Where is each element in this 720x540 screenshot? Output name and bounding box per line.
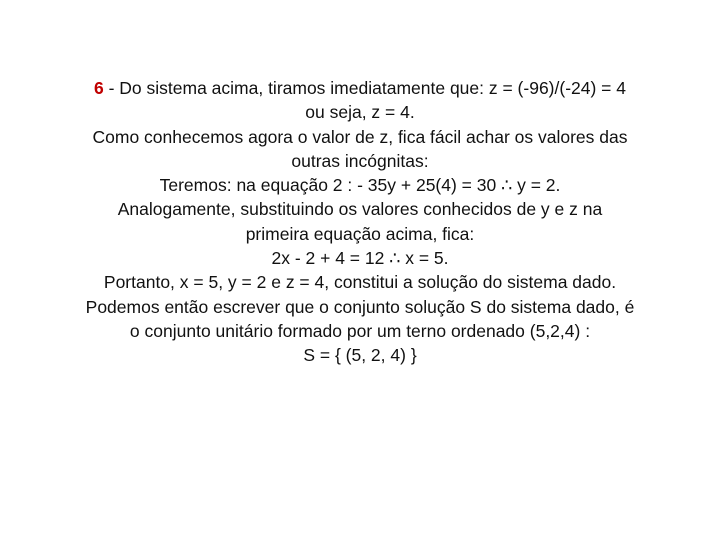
step-number: 6 xyxy=(93,78,104,98)
text-line-9: Portanto, x = 5, y = 2 e z = 4, constitui a solução do sistema dado. xyxy=(103,272,617,293)
text-line-5: Teremos: na equação 2 : - 35y + 25(4) = 30 ∴ y = 2. xyxy=(159,175,561,196)
text-line-4: outras incógnitas: xyxy=(291,150,429,171)
text-line-8: 2x - 2 + 4 = 12 ∴ x = 5. xyxy=(271,248,449,269)
text-line-10: Podemos então escrever que o conjunto solução S do sistema dado, é xyxy=(85,296,635,317)
line-1-text: - Do sistema acima, tiramos imediatamente que: z = (-96)/(-24) = 4 xyxy=(103,78,626,98)
text-line-11: o conjunto unitário formado por um terno ordenado (5,2,4) : xyxy=(129,320,591,341)
text-line-3: Como conhecemos agora o valor de z, fica fácil achar os valores das xyxy=(92,126,628,147)
slide-text-block xyxy=(20,76,700,368)
text-line-12: S = { (5, 2, 4) } xyxy=(303,345,417,366)
text-line-1 xyxy=(20,76,700,100)
text-line-2: ou seja, z = 4. xyxy=(305,102,415,123)
text-line-7: primeira equação acima, fica: xyxy=(245,223,475,244)
text-line-6: Analogamente, substituindo os valores conhecidos de y e z na xyxy=(117,199,603,220)
